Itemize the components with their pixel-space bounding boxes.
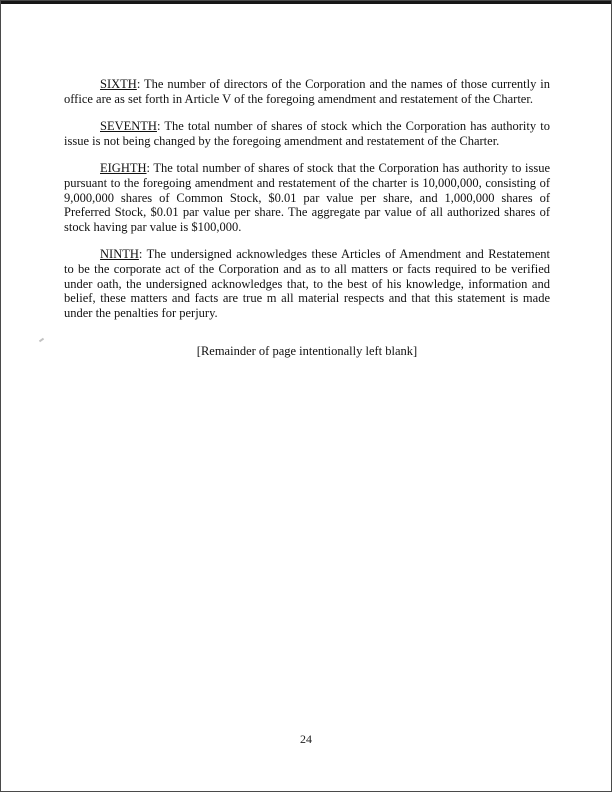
- page-number: 24: [300, 732, 312, 746]
- paragraph-eighth-label: EIGHTH: [100, 161, 147, 176]
- scan-edge-line: [1, 1, 611, 4]
- remainder-blank-notice: [Remainder of page intentionally left blank]: [196, 344, 418, 359]
- paragraph-ninth-text: : The undersigned acknowledges these Articles of Amendment and Restatement to be the corporate act of the Corporation and as to all matters or facts required to be verified under oath, the undersigned acknowledges that, to the best of his knowledge, information and belief, these matters and facts are true m all material respects and that this statement is made under the penalties for perjury.: [64, 247, 550, 320]
- scan-speckle: [39, 338, 44, 343]
- paragraph-ninth-label: NINTH: [100, 247, 139, 262]
- paragraph-seventh-text: : The total number of shares of stock which the Corporation has authority to issue is not being changed by the foregoing amendment and restatement of the Charter.: [64, 119, 550, 148]
- paragraph-seventh: [64, 119, 550, 148]
- paragraph-sixth-label: SIXTH: [100, 77, 137, 91]
- paragraph-eighth-text: : The total number of shares of stock that the Corporation has authority to issue pursuant to the foregoing amendment and restatement of the charter is 10,000,000, consisting of 9,000,000 shares of Common Stock, $0.01 par value per share, and 1,000,000 shares of Preferred Stock, $0.01 par value per share. The aggregate par value of all authorized shares of stock having par value is $100,000.: [64, 161, 550, 234]
- paragraph-sixth: [64, 77, 550, 106]
- paragraph-ninth: [64, 247, 550, 320]
- page-content: [64, 77, 550, 372]
- paragraph-eighth: [64, 161, 550, 234]
- paragraph-seventh-label: SEVENTH: [100, 119, 157, 134]
- paragraph-sixth-text: : The number of directors of the Corporation and the names of those currently in office are as set forth in Article V of the foregoing amendment and restatement of the Charter.: [64, 77, 550, 106]
